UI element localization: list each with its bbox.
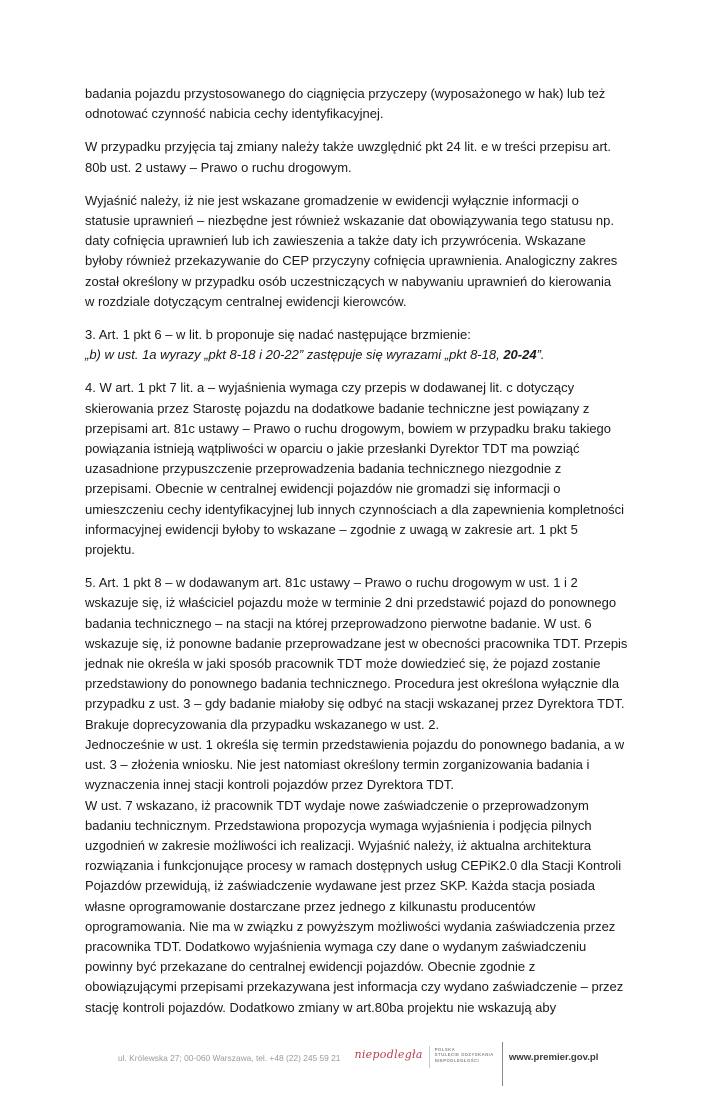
logo-line: NIEPODLEGŁOŚCI — [434, 1057, 480, 1063]
paragraph-point-4 — [85, 378, 645, 560]
text-line: ust. 3 – złożenia wniosku. Nie jest natomiast określony termin zorganizowania badania i — [85, 757, 590, 773]
text-line: Wyjaśnić należy, iż nie jest wskazane gromadzenie w ewidencji wyłącznie informacji o — [85, 192, 579, 208]
text-line: 80b ust. 2 ustawy – Prawo o ruchu drogowym. — [85, 159, 352, 175]
logo-divider — [429, 1046, 430, 1068]
text-line: został określony w przypadku osób uczestniczących w nabywaniu uprawnień do kierowania — [85, 273, 612, 289]
text-line: powiązania istnieją wątpliwości w oparciu o jakie przesłanki Dyrektor TDT ma powziąć — [85, 441, 580, 457]
document-body — [85, 0, 645, 1018]
text-line: przedstawiony do ponownego badania technicznego. Procedura jest określona wyłącznie dla — [85, 676, 620, 692]
centenary-logo — [354, 1044, 493, 1068]
text-line: badania pojazdu przystosowanego do ciągnięcia przyczepy (wyposażonego w hak) lub też — [85, 86, 606, 101]
text-line: wyznaczenia innej stacji kontroli pojazdów przez Dyrektora TDT. — [85, 777, 454, 793]
logo-line: POLSKA — [434, 1046, 456, 1052]
text-line: odnotować czynność nabicia cechy identyfikacyjnej. — [85, 106, 384, 122]
text-line: wskazuje się, iż właściciel pojazdu może w terminie 2 dni przedstawić pojazd do ponownego — [85, 595, 617, 611]
proposed-wording-suffix: ”. — [536, 347, 545, 363]
text-line: W ust. 7 wskazano, iż pracownik TDT wydaje nowe zaświadczenie o przeprowadzonym — [85, 797, 589, 813]
centenary-logo-text — [435, 1047, 494, 1064]
text-line: badaniu technicznym. Przedstawiona propozycja wymaga wyjaśnienia i podjęcia pilnych — [85, 817, 592, 833]
text-line: Jednocześnie w ust. 1 określa się termin przedstawienia pojazdu do ponownego badania, a w — [85, 736, 625, 752]
text-line: przypadku z ust. 3 – gdy badanie miałoby się odbyć na stacji wskazanej przez Dyrektora TDT. — [85, 696, 625, 712]
text-line: umieszczeniu cechy identyfikacyjnej lub innych czynnościach a dla zapewnienia kompletności — [85, 501, 625, 517]
niepodlegla-logo: niepodległa — [354, 1047, 423, 1061]
text-line: skierowania przez Starostę pojazdu na dodatkowe badanie techniczne jest powiązany z — [85, 400, 590, 416]
footer-address: ul. Królewska 27; 00-060 Warszawa, tel. +48 (22) 245 59 21 — [118, 1052, 341, 1063]
text-line: powinny być przekazane do centralnej ewidencji pojazdów. Obecnie zgodnie z — [85, 959, 536, 975]
text-line: W przypadku przyjęcia taj zmiany należy także uwzględnić pkt 24 lit. e w treści przepisu art. — [85, 139, 611, 155]
text-line: obowiązującymi przepisami przekazywana jest informacja czy wydano zaświadczenie – przez — [85, 979, 624, 995]
text-line: statusie uprawnień – niezbędne jest również wskazanie dat obowiązywania tego statusu np. — [85, 213, 614, 229]
text-line: informacyjnej ewidencji byłoby to wskazane – zgodnie z uwagą w zakresie art. 1 pkt 5 — [85, 521, 578, 537]
paragraph-1 — [85, 84, 645, 124]
text-line: własne oprogramowanie dostarczane przez jednego z kilkunastu producentów — [85, 898, 536, 914]
text-line: badania technicznego – na stacji na której przeprowadzono pierwotne badanie. W ust. 6 — [85, 615, 592, 631]
text-line: oprogramowania. Nie ma w związku z powyższym możliwości wydania zaświadczenia przez — [85, 918, 616, 934]
text-line: daty cofnięcia uprawnień lub ich zawieszenia a także daty ich przywrócenia. Wskazane — [85, 233, 586, 249]
text-line: projektu. — [85, 542, 135, 558]
page-footer — [0, 1044, 724, 1094]
paragraph-point-5 — [85, 573, 645, 1017]
paragraph-2 — [85, 137, 645, 177]
proposed-wording — [85, 345, 645, 365]
logo-line: STULECIE ODZYSKANIA — [434, 1052, 494, 1058]
proposed-wording-prefix: „b) w ust. 1a wyrazy „pkt 8-18 i 20-22” zastępuje się wyrazami „pkt 8-18, — [85, 347, 504, 363]
paragraph-3 — [85, 191, 645, 312]
text-line: uzasadnione przypuszczenie przeprowadzenia badania technicznego niezgodnie z — [85, 461, 562, 477]
text-line: 3. Art. 1 pkt 6 – w lit. b proponuje się nadać następujące brzmienie: — [85, 327, 471, 343]
proposed-wording-bold: 20-24 — [503, 347, 537, 363]
text-line: przepisami. Obecnie w centralnej ewidencji pojazdów nie gromadzi się informacji o — [85, 481, 561, 497]
text-line: pracownika TDT. Dodatkowo wyjaśnienia wymaga czy dane o wydanym zaświadczeniu — [85, 938, 587, 954]
paragraph-point-3 — [85, 325, 645, 365]
website-link[interactable]: www.premier.gov.pl — [508, 1051, 599, 1063]
text-line: stację kontroli pojazdów. Dodatkowo zmiany w art.80ba projektu nie wskazują aby — [85, 999, 557, 1015]
text-line: byłoby również przekazywanie do CEP przyczyny cofnięcia uprawnienia. Analogiczny zakres — [85, 253, 618, 269]
text-line: Pojazdów przewidują, iż zaświadczenie wydawane jest przez SKP. Każda stacja posiada — [85, 878, 595, 894]
text-line: Brakuje doprecyzowania dla przypadku wskazanego w ust. 2. — [85, 716, 440, 732]
text-line: przepisami art. 81c ustawy – Prawo o ruchu drogowym, bowiem w przypadku braku takiego — [85, 420, 612, 436]
text-line: 5. Art. 1 pkt 8 – w dodawanym art. 81c ustawy – Prawo o ruchu drogowym w ust. 1 i 2 — [85, 575, 578, 591]
text-line: jednak nie określa w jaki sposób pracownik TDT może dowiedzieć się, że pojazd zostanie — [85, 656, 601, 672]
text-line: 4. W art. 1 pkt 7 lit. a – wyjaśnienia wymaga czy przepis w dodawanej lit. c dotyczący — [85, 380, 575, 396]
text-line: rozwiązania i funkcjonujące procesy w ramach dostępnych usług CEPiK2.0 dla Stacji Kontroli — [85, 858, 622, 874]
text-line: uzgodnień w zakresie możliwości ich realizacji. Wyjaśnić należy, iż aktualna architektura — [85, 837, 592, 853]
website-divider — [502, 1042, 503, 1086]
text-line: wskazuje się, iż ponowne badanie przeprowadzane jest w obecności pracownika TDT. Przepis — [85, 635, 628, 651]
text-line: w rozdziale dotyczącym centralnej ewidencji kierowców. — [85, 293, 407, 309]
